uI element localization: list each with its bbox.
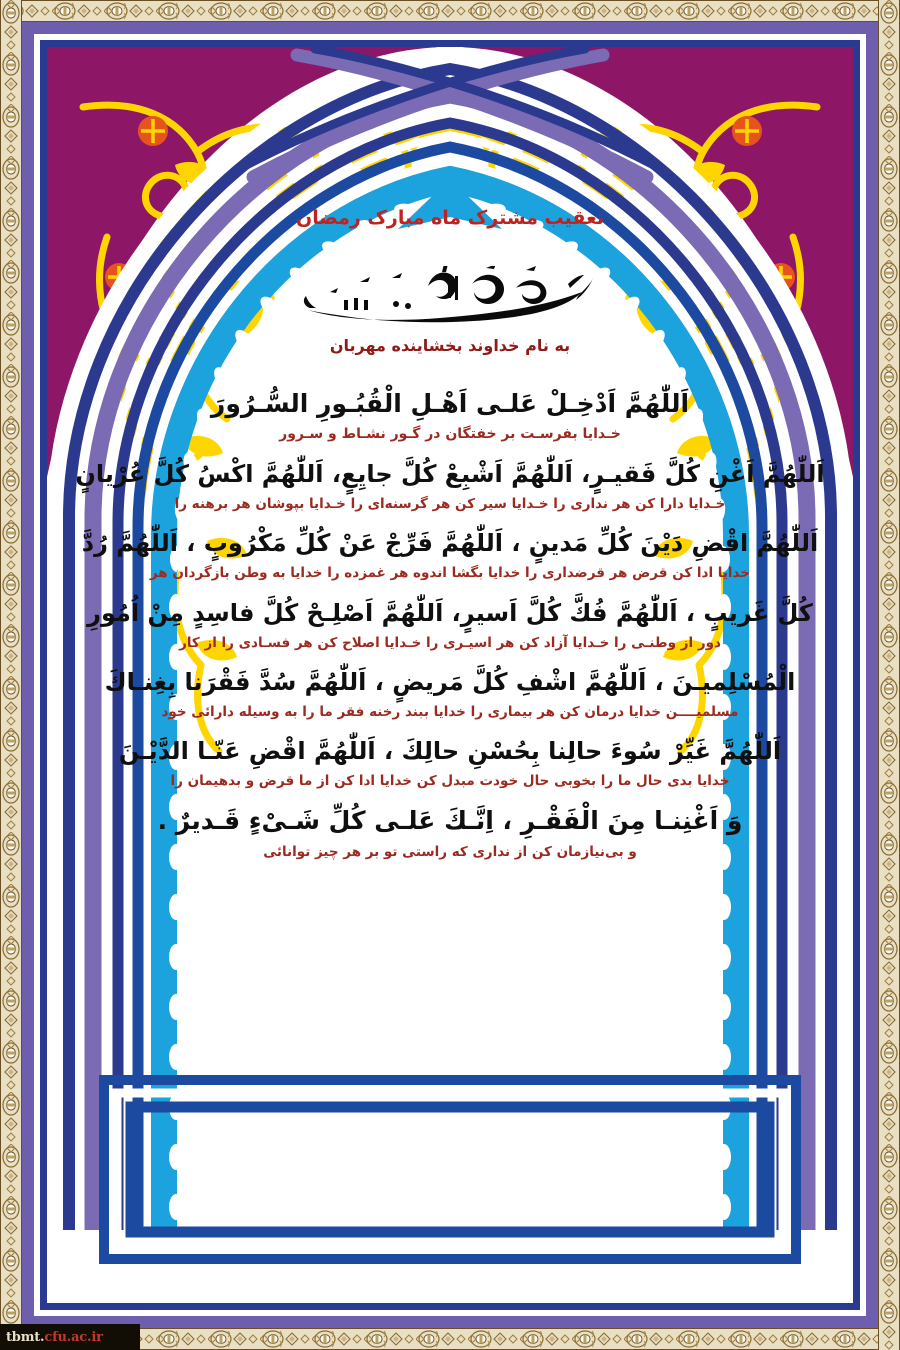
- verse-3: [60, 525, 840, 583]
- verse-4-persian: دور از وطنـی را خـدایا آزاد کن هر اسیـری را خـدایا اصلاح کن هر فسـادی را از کار: [179, 634, 721, 651]
- verse-2: [60, 456, 840, 514]
- verse-5-persian: مسلمیــــن خدایا درمان کن هر بیماری را خدایا ببند رخنه فقر ما را به وسیله دارائی خود: [161, 703, 739, 720]
- verse-4-arabic: كُلَّ غَريبٍ ، اَللّٰهُمَّ فُكَّ كُلَّ اَسيرٍ، اَللّٰهُمَّ اَصْلِـحْ كُلَّ فاسِدٍ مِنْ اُمُورِ: [87, 598, 813, 627]
- bismillah-icon: [300, 266, 600, 328]
- page-title: تعقیب مشترک ماه مبارک رمضان: [296, 207, 604, 229]
- verse-1-arabic: اَللّٰهُمَّ اَدْخِـلْ عَلـى اَهْـلِ الْقُبُـورِ السُّـرُورَ: [210, 388, 690, 418]
- verse-2-persian: خـدایا دارا کن هر نداری را خـدایا سیر کن هر گرسنه‌ای را خـدایا بپوشان هر برهنه را: [174, 496, 726, 513]
- verse-4: [60, 595, 840, 653]
- verse-1-persian: خـدایا بفرسـت بر خفتگان در گـور نشـاط و سـرور: [279, 426, 621, 443]
- verse-5: [60, 664, 840, 722]
- verse-6: [60, 733, 840, 791]
- verse-6-persian: خدایا بدی حال ما را بخوبی حال خودت مبدل کن خدایا ادا کن از ما قرض و بدهیمان را: [170, 773, 730, 790]
- verse-7: [60, 802, 840, 862]
- ornament-border-top: [0, 0, 900, 22]
- bismillah-translation: به نام خداوند بخشاینده مهربان: [329, 335, 571, 355]
- verse-7-arabic: وَ اَغْنِنـا مِنَ الْفَقْـرِ ، اِنَّـكَ عَلـى كُلِّ شَـىْءٍ قَـديرٌ .: [157, 806, 743, 836]
- verse-5-arabic: الْمُسْلِميـنَ ، اَللّٰهُمَّ اشْفِ كُلَّ مَريضٍ ، اَللّٰهُمَّ سُدَّ فَقْرَنا بِغِنـاكَ: [104, 667, 796, 696]
- url-domain: cfu.ac.ir: [44, 1329, 103, 1345]
- bismillah-calligraphy: [60, 266, 840, 328]
- verse-2-arabic: اَللّٰهُمَّ اَغْنِ كُلَّ فَقيـرٍ، اَللّٰهُمَّ اَشْبِعْ كُلَّ جايِعٍ، اَللّٰهُمَّ اكْسُ كُلَّ عُرْيانٍ: [75, 460, 825, 489]
- verse-6-arabic: اَللّٰهُمَّ غَيِّرْ سُوءَ حالِنا بِحُسْنِ حالِكَ ، اَللّٰهُمَّ اقْضِ عَنّـا الدَّيْـنَ: [118, 737, 782, 766]
- verse-3-arabic: اَللّٰهُمَّ اقْضِ دَيْنَ كُلِّ مَدينٍ ، اَللّٰهُمَّ فَرِّجْ عَنْ كُلِّ مَكْرُوبٍ ، اَللّٰهُمَّ رُدَّ: [81, 529, 819, 558]
- source-url-tag: [0, 1324, 140, 1350]
- ornament-border-left: [0, 0, 22, 1350]
- prayer-content: [60, 205, 840, 873]
- url-prefix: tbmt.: [6, 1329, 45, 1345]
- verse-3-persian: خدایا ادا کن قرض هر قرضداری را خدایا بگشا اندوه هر غمزده را خدایا به وطن بازگردان هر: [149, 565, 751, 582]
- verse-1: [60, 385, 840, 446]
- ornament-border-right: [878, 0, 900, 1350]
- verse-7-persian: و بی‌نیازمان کن از نداری که راستی تو بر هر چیز توانائی: [263, 843, 637, 860]
